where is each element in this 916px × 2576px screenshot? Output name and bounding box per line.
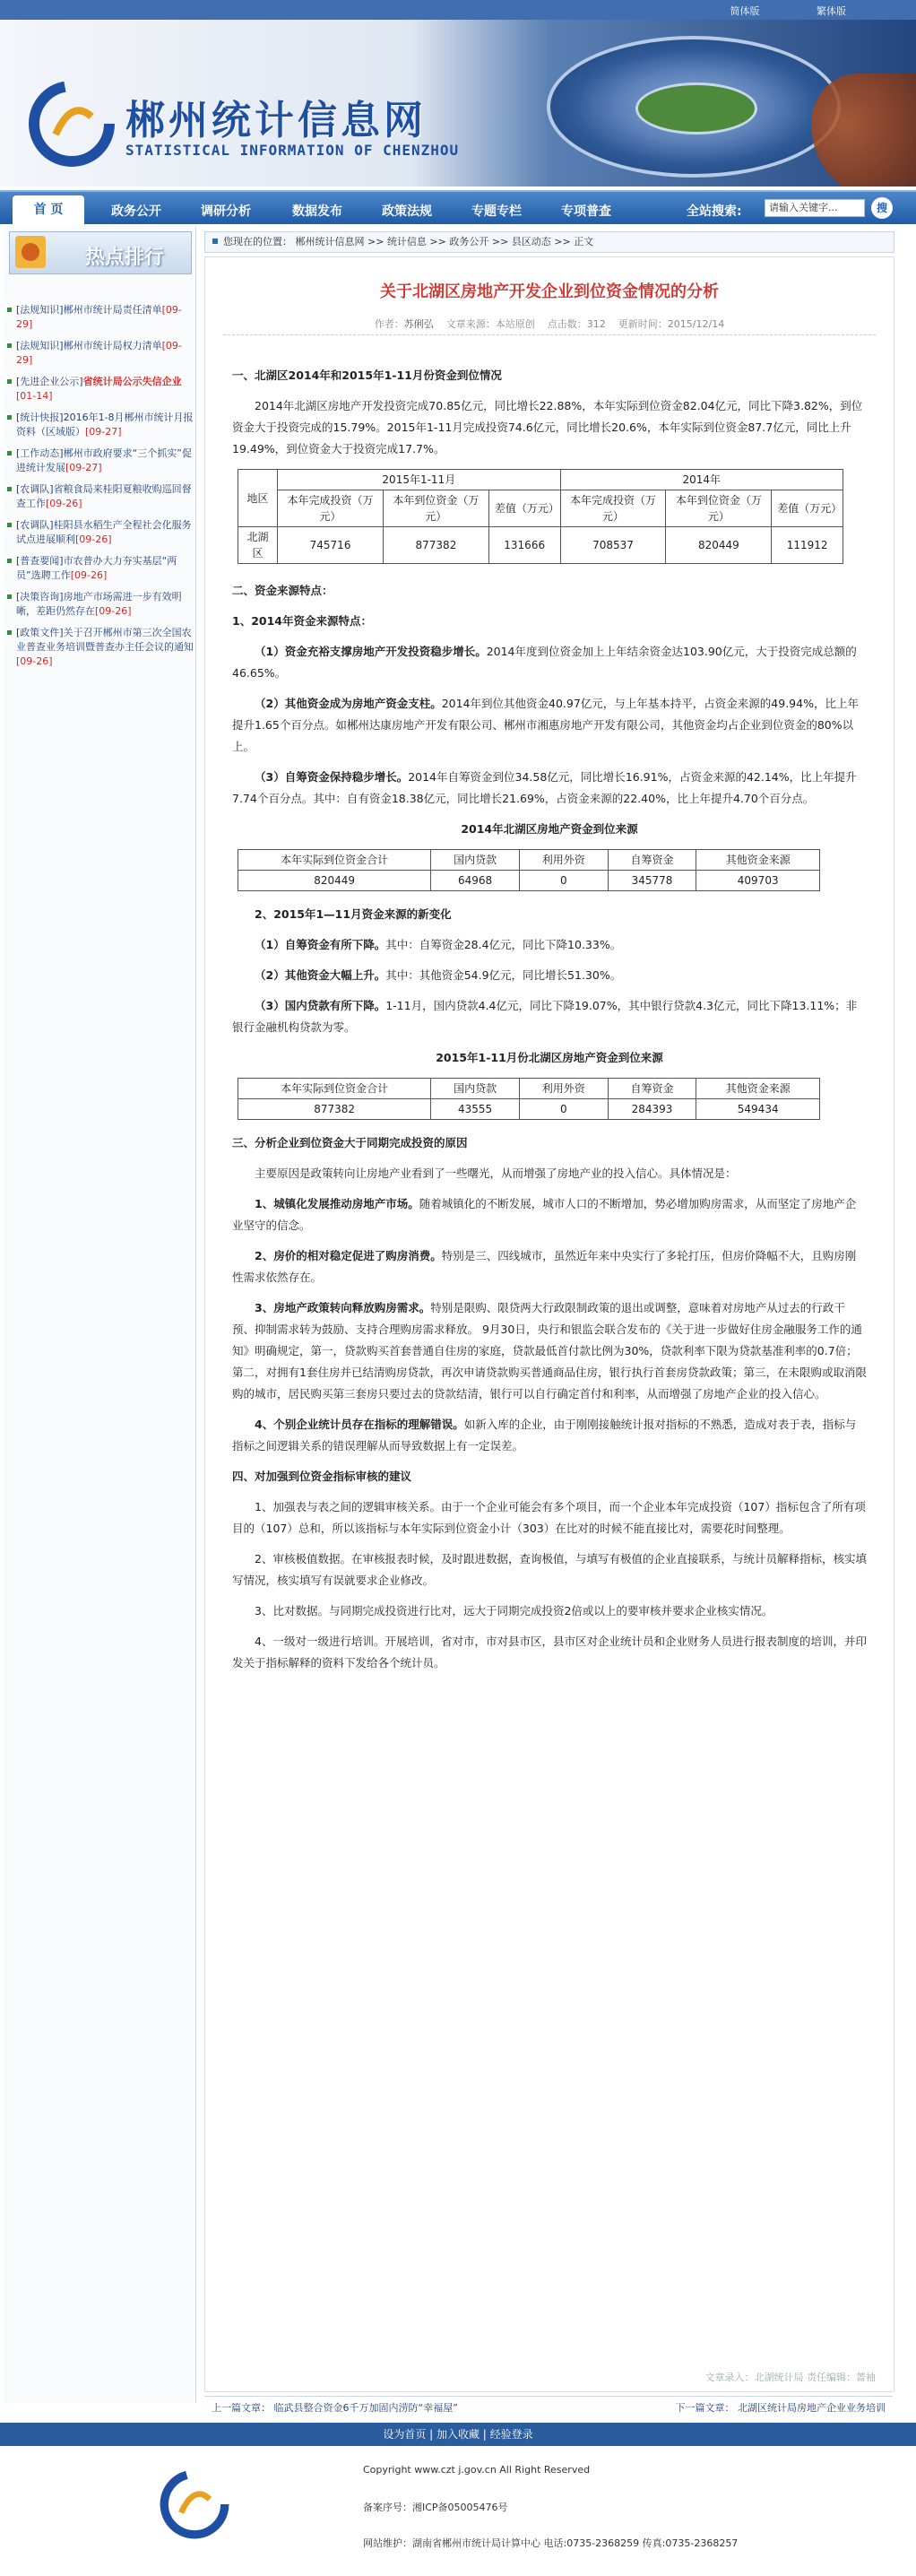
simplified-link[interactable]: 简体版 bbox=[730, 5, 760, 17]
header-banner bbox=[0, 20, 916, 186]
search-input[interactable]: 请输入关键字... bbox=[765, 199, 865, 217]
list-item[interactable]: [农调队]桂阳县水稻生产全程社会化服务试点进展顺利[09-26] bbox=[7, 518, 194, 547]
crumb-stats[interactable]: 统计信息 bbox=[386, 236, 427, 247]
traditional-link[interactable]: 繁体版 bbox=[817, 5, 846, 17]
sub-heading: 2、2015年1—11月资金来源的新变化 bbox=[255, 907, 452, 921]
hot-list bbox=[7, 303, 194, 676]
table-2014-sources: 本年实际到位资金合计 国内贷款 利用外资 自筹资金 其他资金来源 820449 64968 0 345778 409703 bbox=[238, 849, 820, 891]
crumb-home[interactable]: 郴州统计信息网 bbox=[295, 236, 365, 247]
section-heading: 一、北湖区2014年和2015年1-11月份资金到位情况 bbox=[232, 369, 502, 382]
prev-next-bar bbox=[204, 2396, 893, 2420]
paragraph: 2014年北湖区房地产开发投资完成70.85亿元，同比增长22.88%，本年实际到位资金82.04亿元，同比下降3.82%，到位资金大于投资完成的15.79%。2015年1-11月完成投资74.6亿元，同比增长20.6%，本年实际到位资金87.7亿元，同比上升19.49%，到位资金大于投资完成17.7%。 bbox=[232, 399, 863, 455]
footer bbox=[0, 2446, 916, 2576]
sub-heading: 1、2014年资金来源特点： bbox=[232, 614, 372, 628]
author: 苏俐弘 bbox=[403, 318, 434, 330]
top-strip bbox=[0, 0, 916, 20]
article-body: 一、北湖区2014年和2015年1-11月份资金到位情况 2014年北湖区房地产开发投资完成70.85亿元，同比增长22.88%，本年实际到位资金82.04亿元，同比下降3.82%，到位资金大于投资完成的15.79%。2015年1-11月完成投资74.6亿元，同比增长20.6%，本年实际到位资金87.7亿元，同比上升19.49%，到位资金大于投资完成17.7%。 地区 2015年1-11月 2014年 本年完成投资（万元） 本年到位资金（万元） 差值（万元） 本年完成投资（万元） 本年到位资金（万元） 差值（万元） 北湖区 745716 877382 131666 708537 820449 111912 二、资金来源特点： 1、2014年资金来源特点： （1）资金充裕支撑房地产开发投资稳步增长。2014年度到位资金加上上年结余资金达103.90亿元，大于投资完成总额的46.65%。 （2）其他资金成为房地产资金支柱。2014年到位其他资金40.97亿元，与上年基本持平，占资金来源的49.94%，比上年提升1.65个百分点。如郴州达康房地产开发有限公司、郴州市湘惠房地产开发有限公司，其他资金均占企业到位资金的80%以上。 （3）自筹资金保持稳步增长。2014年自筹资金到位34.58亿元，同比增长16.91%，占资金来源的42.14%，比上年提升7.74个百分点。其中：自有资金18.38亿元，同比增长21.69%，占资金来源的22.40%，比上年提升4.70个百分点。 2014年北湖区房地产资金到位来源 本年实际到位资金合计 国内贷款 利用外资 自筹资金 其他资金来源 820449 64968 0 345778 409703 2、2015年1—11月资金来源的新变化 （1）自筹资金有所下降。其中：自筹资金28.4亿元，同比下降10.33%。 （2）其他资金大幅上升。其中：其他资金54.9亿元，同比增长51.30%。 （3）国内贷款有所下降。1-11月，国内贷款4.4亿元，同比下降19.07%，其中银行贷款4.3亿元，同比下降13.11%；非银行金融机构贷款为零。 2015年1-11月份北湖区房地产资金到位来源 本年实际到位资金合计 国内贷款 利用外资 自筹资金 其他资金来源 877382 43555 0 284393 549434 三、分析企业到位资金大于同期完成投资的原因 主要原因是政策转向让房地产业看到了一些曙光，从而增强了房地产业的投入信心。具体情况是： 1、城镇化发展推动房地产市场。随着城镇化的不断发展，城市人口的不断增加，势必增加购房需求，从而坚定了房地产企业坚守的信念。 2、房价的相对稳定促进了购房消费。特别是三、四线城市，虽然近年来中央实行了多轮打压，但房价降幅不大，且购房刚性需求依然存在。 3、房地产政策转向释放购房需求。特别是限购、限贷两大行政限制政策的退出或调整，意味着对房地产从过去的行政干预、抑制需求转为鼓励、支持合理购房需求释放。 9月30日，央行和银监会联合发布的《关于进一步做好住房金融服务工作的通知》明确规定，第一，贷款购买首套普通自住房的家庭，贷款最低首付款比例为30%，贷款利率下限为贷款基准利率的0.7倍；第二，对拥有1套住房并已结清购房贷款，再次申请贷款购买普通商品住房，银行执行首套房贷款政策；第三，在未限购或取消限购的城市，居民购买第三套房只要过去的贷款结清，银行可以自行确定首付和利率，从而增强了房地产企业的投入信心。 4、个别企业统计员存在指标的理解错误。如新入库的企业，由于刚刚接触统计报对指标的不熟悉，造成对表于表，指标与指标之间逻辑关系的错误理解从而导致数据上有一定误差。 四、对加强到位资金指标审核的建议 1、加强表与表之间的逻辑审核关系。由于一个企业可能会有多个项目，而一个企业本年完成投资（107）指标包含了所有项目的（107）总和，所以该指标与本年实际到位资金小计（303）在比对的时候不能直接比对，需要花时间整理。 2、审核极值数据。在审核报表时候，及时跟进数据，查询极值，与填写有极值的企业直接联系，与统计员解释指标，核实填写情况，核实填写有误就要求企业修改。 3、比对数据。与同期完成投资进行比对，远大于同期完成投资2倍或以上的要审核并要求企业核实情况。 4、一级对一级进行培训。开展培训，省对市，市对县市区，县市区对企业统计员和企业财务人员进行报表制度的培训，并印发关于指标解释的资料下发给各个统计员。 bbox=[232, 365, 867, 1683]
list-item[interactable]: [决策咨询]房地产市场需进一步有效明晰，差距仍然存在[09-26] bbox=[7, 590, 194, 619]
table-row: 820449 64968 0 345778 409703 bbox=[238, 871, 820, 891]
nav-item-policy[interactable]: 政策法规 bbox=[382, 204, 432, 219]
list-item[interactable]: [普查要闻]市农普办大力夯实基层“两员”选聘工作[09-26] bbox=[7, 554, 194, 583]
icp: 备案序号：湘ICP备05005476号 bbox=[363, 2502, 508, 2513]
article-title: 关于北湖区房地产开发企业到位资金情况的分析 bbox=[380, 282, 719, 301]
table-row: 北湖区 745716 877382 131666 708537 820449 111912 bbox=[238, 527, 843, 564]
crumb-county[interactable]: 县区动态 bbox=[511, 236, 551, 247]
table-2014-2015: 地区 2015年1-11月 2014年 本年完成投资（万元） 本年到位资金（万元） 差值（万元） 本年完成投资（万元） 本年到位资金（万元） 差值（万元） 北湖区 745716 877382 131666 708537 820449 111912 bbox=[238, 469, 843, 564]
table-row: 877382 43555 0 284393 549434 bbox=[238, 1099, 820, 1120]
table-2015-sources: 本年实际到位资金合计 国内贷款 利用外资 自筹资金 其他资金来源 877382 43555 0 284393 549434 bbox=[238, 1078, 820, 1120]
prev-article-link[interactable]: 上一篇文章： 临武县整合资金6千万加固内涝防“幸福屋” bbox=[212, 2402, 458, 2414]
article-footer: 文章录入：北湖统计局 责任编辑：蔷袖 bbox=[704, 2372, 876, 2383]
nav-item-gov[interactable]: 政务公开 bbox=[111, 204, 161, 219]
table-caption: 2015年1-11月份北湖区房地产资金到位来源 bbox=[436, 1051, 663, 1064]
crumb-gov[interactable]: 政务公开 bbox=[449, 236, 489, 247]
breadcrumb: 您现在的位置： 郴州统计信息网 >> 统计信息 >> 政务公开 >> 县区动态 >> 正文 bbox=[204, 231, 894, 253]
list-item[interactable]: [统计快报]2016年1-8月郴州市统计月报资料（区域版）[09-27] bbox=[7, 411, 194, 439]
nav-item-data[interactable]: 数据发布 bbox=[292, 204, 342, 219]
search-label: 全站搜索: bbox=[687, 204, 742, 219]
site-logo-icon bbox=[29, 81, 115, 167]
section-heading: 三、分析企业到位资金大于同期完成投资的原因 bbox=[232, 1136, 468, 1149]
next-article-link[interactable]: 下一篇文章： 北湖区统计局房地产企业业务培训 bbox=[675, 2402, 886, 2414]
main-nav bbox=[0, 190, 916, 224]
hot-icon bbox=[15, 236, 46, 268]
article bbox=[204, 256, 894, 2392]
section-heading: 四、对加强到位资金指标审核的建议 bbox=[232, 1470, 412, 1483]
sidebar-title: 热点排行 bbox=[85, 247, 165, 269]
language-links bbox=[677, 4, 847, 18]
stadium-image bbox=[547, 36, 841, 178]
section-heading: 二、资金来源特点： bbox=[232, 584, 333, 597]
nav-item-topics[interactable]: 专题专栏 bbox=[471, 204, 522, 219]
article-meta: 作者：苏俐弘 文章来源：本站原创 点击数：312 更新时间：2015/12/14 bbox=[374, 318, 725, 330]
footer-links[interactable]: 设为首页 | 加入收藏 | 经验登录 bbox=[0, 2423, 916, 2446]
nav-item-census[interactable]: 专项普查 bbox=[561, 204, 611, 219]
decor-image bbox=[811, 74, 916, 186]
search-button[interactable]: 搜 bbox=[871, 197, 893, 219]
list-item[interactable]: [农调队]省粮食局来桂阳夏粮收购巡回督查工作[09-26] bbox=[7, 482, 194, 511]
list-item[interactable]: [工作动态]郴州市政府要求“三个抓实”促进统计发展[09-27] bbox=[7, 447, 194, 475]
sidebar-header bbox=[9, 231, 192, 274]
copyright: Copyright www.czt j.gov.cn All Right Reserved bbox=[363, 2464, 591, 2476]
list-item[interactable]: [先进企业公示]省统计局公示失信企业[01-14] bbox=[7, 375, 194, 403]
site-subtitle: STATISTICAL INFORMATION OF CHENZHOU bbox=[125, 142, 460, 159]
table-caption: 2014年北湖区房地产资金到位来源 bbox=[461, 822, 638, 836]
nav-item-home[interactable]: 首 页 bbox=[13, 195, 84, 224]
crumb-current: 正文 bbox=[574, 236, 594, 247]
list-item[interactable]: [法规知识]郴州市统计局权力清单[09-29] bbox=[7, 339, 194, 368]
list-item[interactable]: [法规知识]郴州市统计局责任清单[09-29] bbox=[7, 303, 194, 332]
sidebar bbox=[4, 226, 196, 2403]
footer-logo-icon bbox=[154, 2464, 235, 2545]
nav-item-research[interactable]: 调研分析 bbox=[201, 204, 251, 219]
address: 网站维护：湖南省郴州市统计局计算中心 电话:0735-2368259 传真:0735-2368257 bbox=[363, 2537, 739, 2549]
site-title: 郴州统计信息网 bbox=[125, 98, 427, 143]
list-item[interactable]: [政策文件]关于召开郴州市第三次全国农业普查业务培训暨普查办主任会议的通知[09-26] bbox=[7, 626, 194, 669]
